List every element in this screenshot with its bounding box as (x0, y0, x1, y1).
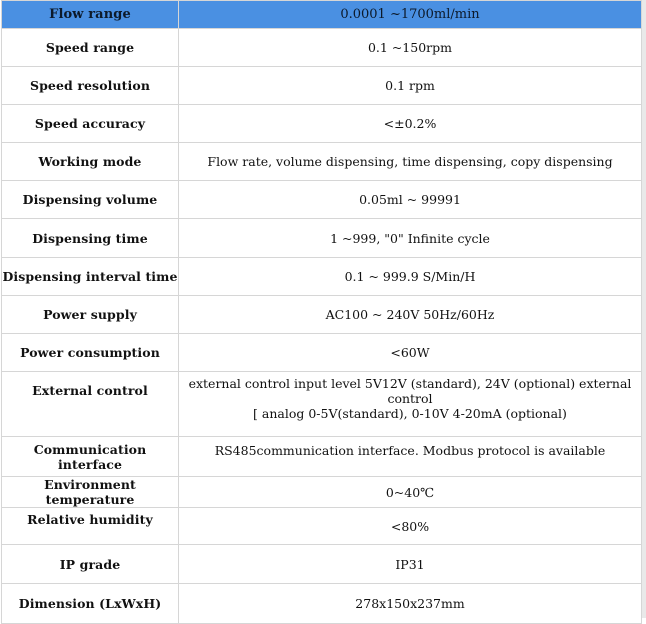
row-value: <80% (179, 508, 642, 545)
table-row-working-mode (2, 143, 642, 181)
row-value: <±0.2% (179, 105, 642, 143)
row-label: Dimension (LxWxH) (2, 584, 179, 624)
table-row-speed-resolution (2, 67, 642, 105)
row-value: Flow rate, volume dispensing, time dispensing, copy dispensing (179, 143, 642, 181)
row-label: Dispensing interval time (2, 258, 179, 296)
row-label: Power supply (2, 296, 179, 334)
specifications-table (1, 0, 642, 624)
row-label: Speed resolution (2, 67, 179, 105)
row-value: 0.1 ~150rpm (179, 29, 642, 67)
table-row-communication-interface (2, 437, 642, 477)
external-control-line-2: [ analog 0-5V(standard), 0-10V 4-20mA (optional) (253, 406, 567, 421)
row-value: IP31 (179, 545, 642, 584)
row-label: External control (2, 372, 179, 437)
table-row-dispensing-interval-time (2, 258, 642, 296)
row-label: Relative humidity (2, 508, 179, 545)
row-label: Speed range (2, 29, 179, 67)
external-control-line-1: external control input level 5V12V (standard), 24V (optional) external control (188, 376, 632, 406)
row-label: Dispensing volume (2, 181, 179, 219)
row-label: Flow range (2, 1, 179, 29)
row-label: Dispensing time (2, 219, 179, 258)
row-value (179, 372, 642, 437)
row-label: Power consumption (2, 334, 179, 372)
table-row-environment-temperature (2, 477, 642, 508)
row-value: 0.0001 ~1700ml/min (179, 1, 642, 29)
row-label: Environment temperature (2, 477, 179, 508)
row-value: 0~40℃ (179, 477, 642, 508)
row-value: 0.1 rpm (179, 67, 642, 105)
row-value: 0.1 ~ 999.9 S/Min/H (179, 258, 642, 296)
row-label: Communication interface (2, 437, 179, 477)
row-value: RS485communication interface. Modbus protocol is available (179, 437, 642, 477)
table-row-power-supply (2, 296, 642, 334)
table-row-dispensing-time (2, 219, 642, 258)
table-row-external-control (2, 372, 642, 437)
table-row-relative-humidity (2, 508, 642, 545)
row-label: Speed accuracy (2, 105, 179, 143)
row-value: AC100 ~ 240V 50Hz/60Hz (179, 296, 642, 334)
table-row-flow-range (2, 1, 642, 29)
page-edge-shadow (642, 0, 646, 618)
table-row-power-consumption (2, 334, 642, 372)
table-row-speed-accuracy (2, 105, 642, 143)
row-label: IP grade (2, 545, 179, 584)
row-value: <60W (179, 334, 642, 372)
table-row-ip-grade (2, 545, 642, 584)
table-row-dispensing-volume (2, 181, 642, 219)
row-label: Working mode (2, 143, 179, 181)
row-value: 278x150x237mm (179, 584, 642, 624)
table-row-speed-range (2, 29, 642, 67)
row-value: 0.05ml ~ 99991 (179, 181, 642, 219)
row-value: 1 ~999, "0" Infinite cycle (179, 219, 642, 258)
